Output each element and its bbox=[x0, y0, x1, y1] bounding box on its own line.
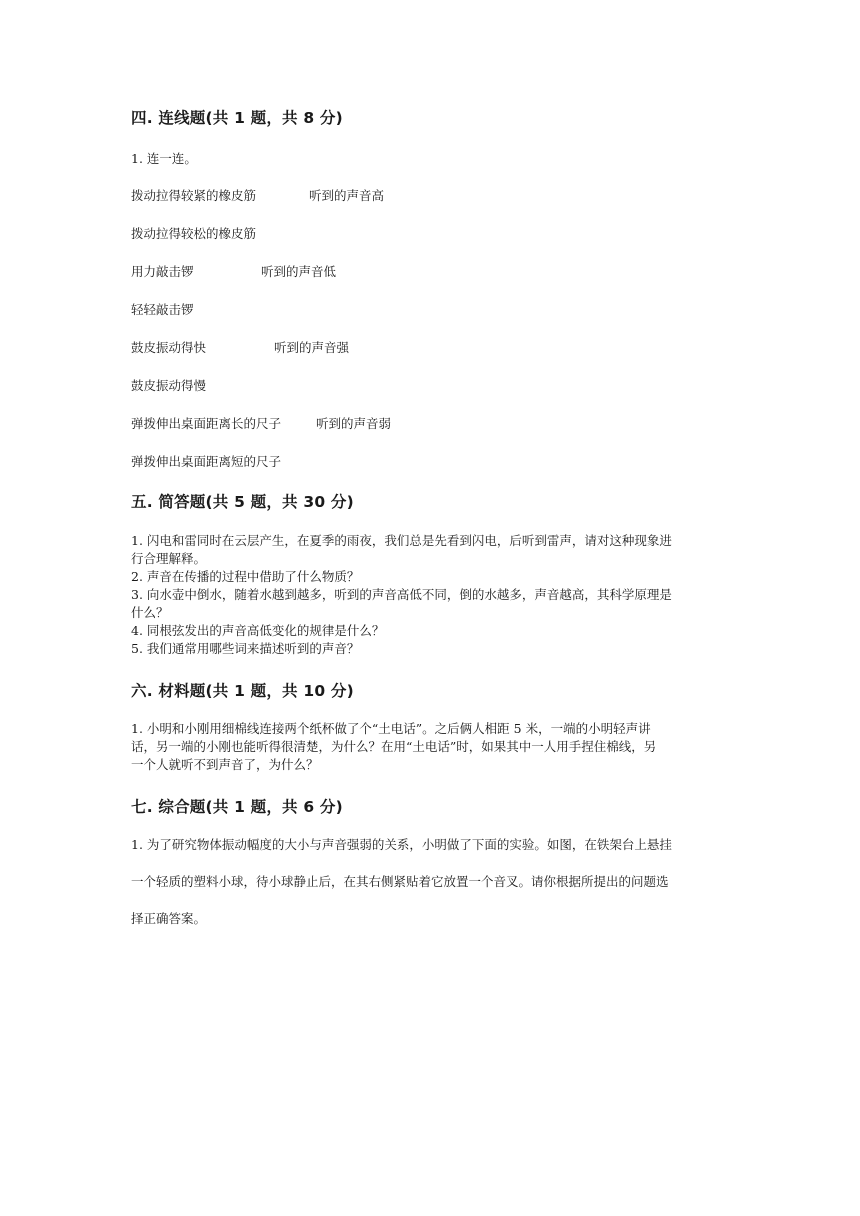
section-5-questions bbox=[131, 532, 731, 658]
question-text: 行合理解释。 bbox=[131, 551, 207, 566]
section-7-questions bbox=[131, 826, 731, 937]
match-left-item: 轻轻敲击锣 bbox=[131, 302, 194, 317]
section-7-heading: 七. 综合题(共 1 题，共 6 分) bbox=[131, 798, 343, 816]
question-text: 2. 声音在传播的过程中借助了什么物质？ bbox=[131, 569, 360, 584]
question-text: 1. 为了研究物体振动幅度的大小与声音强弱的关系，小明做了下面的实验。如图，在铁架台上悬挂 bbox=[131, 837, 672, 852]
match-right-item: 听到的声音弱 bbox=[316, 416, 392, 431]
match-left-item: 弹拨伸出桌面距离长的尺子 bbox=[131, 416, 282, 431]
match-right-item: 听到的声音高 bbox=[309, 188, 385, 203]
match-left-item: 拨动拉得较紧的橡皮筋 bbox=[131, 188, 257, 203]
section-6-heading: 六. 材料题(共 1 题，共 10 分) bbox=[131, 682, 354, 700]
match-left-item: 用力敲击锣 bbox=[131, 264, 194, 279]
question-text: 话，另一端的小刚也能听得很清楚，为什么？在用“土电话”时，如果其中一人用手捏住棉线，另 bbox=[131, 739, 657, 754]
match-left-item: 鼓皮振动得快 bbox=[131, 340, 207, 355]
question-text: 1. 小明和小刚用细棉线连接两个纸杯做了个“土电话”。之后俩人相距 5 米，一端的小明轻声讲 bbox=[131, 721, 651, 736]
question-text: 一个人就听不到声音了，为什么？ bbox=[131, 757, 319, 772]
question-text: 一个轻质的塑料小球，待小球静止后，在其右侧紧贴着它放置一个音叉。请你根据所提出的问题选 bbox=[131, 874, 669, 889]
question-text: 4. 同根弦发出的声音高低变化的规律是什么？ bbox=[131, 623, 385, 638]
question-text: 什么？ bbox=[131, 605, 169, 620]
match-right-item: 听到的声音强 bbox=[274, 340, 350, 355]
match-left-item: 弹拨伸出桌面距离短的尺子 bbox=[131, 454, 282, 469]
match-right-item: 听到的声音低 bbox=[261, 264, 337, 279]
question-text: 择正确答案。 bbox=[131, 911, 207, 926]
section-4-heading: 四. 连线题(共 1 题，共 8 分) bbox=[131, 109, 343, 127]
section-5-heading: 五. 简答题(共 5 题，共 30 分) bbox=[131, 493, 354, 511]
section-6-questions bbox=[131, 720, 731, 774]
match-left-item: 拨动拉得较松的橡皮筋 bbox=[131, 226, 257, 241]
question-text: 3. 向水壶中倒水，随着水越到越多，听到的声音高低不同，倒的水越多，声音越高，其科学原理是 bbox=[131, 587, 672, 602]
question-text: 5. 我们通常用哪些词来描述听到的声音？ bbox=[131, 641, 360, 656]
question-text: 1. 闪电和雷同时在云层产生，在夏季的雨夜，我们总是先看到闪电，后听到雷声，请对这种现象进 bbox=[131, 533, 672, 548]
section-4-question: 1. 连一连。 bbox=[131, 151, 197, 166]
match-left-item: 鼓皮振动得慢 bbox=[131, 378, 207, 393]
